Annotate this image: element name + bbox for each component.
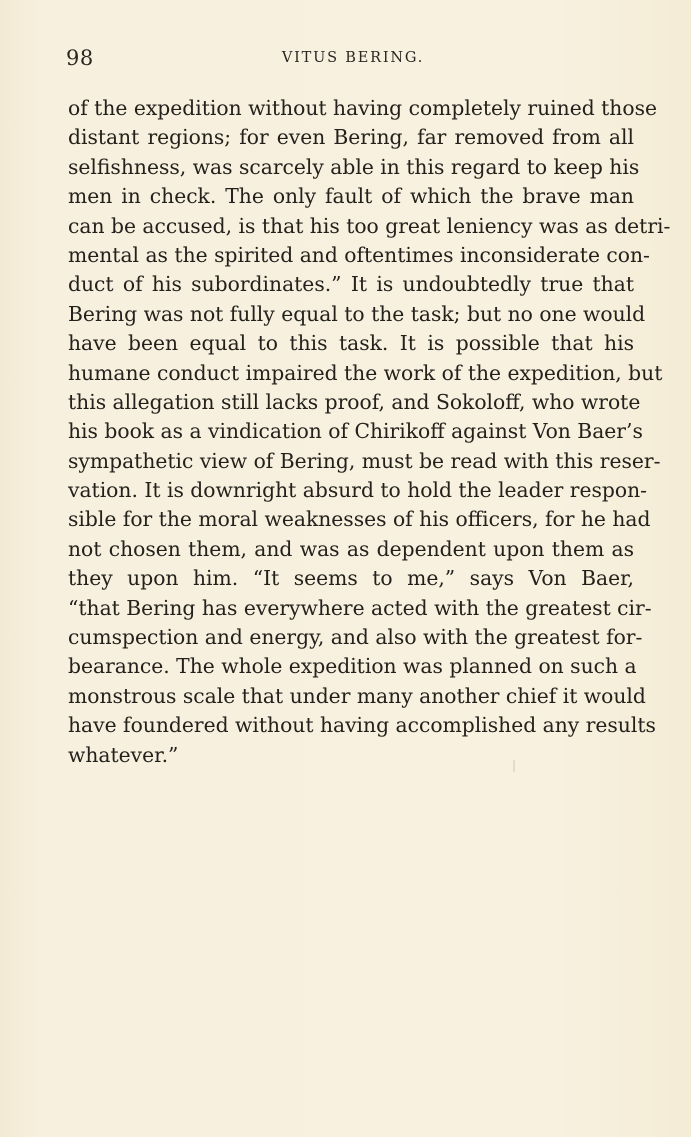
- text-line: this allegation still lacks proof, and Sokoloff, who wrote: [68, 389, 641, 414]
- text-line: they upon him. “It seems to me,” says Von Baer,: [68, 566, 634, 591]
- text-line: sympathetic view of Bering, must be read with this reser-: [68, 448, 661, 473]
- text-line: sible for the moral weaknesses of his officers, for he had: [68, 507, 651, 532]
- text-line: Bering was not fully equal to the task; but no one would: [68, 301, 646, 326]
- text-line: distant regions; for even Bering, far removed from all: [68, 125, 634, 150]
- text-line: can be accused, is that his too great leniency was as detri-: [68, 213, 671, 238]
- text-line: mental as the spirited and oftentimes inconsiderate con-: [68, 242, 650, 267]
- text-line: “that Bering has everywhere acted with the greatest cir-: [68, 595, 652, 620]
- text-line: humane conduct impaired the work of the expedition, but: [68, 360, 663, 385]
- page-header: [66, 46, 634, 76]
- text-line: bearance. The whole expedition was planned on such a: [68, 654, 637, 679]
- text-line: have foundered without having accomplished any results: [68, 713, 656, 738]
- body-paragraph: [68, 94, 671, 770]
- text-line: have been equal to this task. It is possible that his: [68, 331, 634, 356]
- text-line: vation. It is downright absurd to hold the leader respon-: [68, 478, 647, 503]
- text-line: men in check. The only fault of which the brave man: [68, 184, 634, 209]
- text-line: selfishness, was scarcely able in this regard to keep his: [68, 154, 640, 179]
- text-line: cumspection and energy, and also with the greatest for-: [68, 625, 643, 650]
- text-line: whatever.”: [68, 742, 179, 767]
- text-line: duct of his subordinates.” It is undoubtedly true that: [68, 272, 634, 297]
- page-number: 98: [66, 46, 94, 70]
- running-head: VITUS BERING.: [281, 50, 425, 66]
- text-line: of the expedition without having completely ruined those: [68, 96, 657, 120]
- text-line: not chosen them, and was as dependent upon them as: [68, 536, 634, 561]
- paper-speck: [513, 760, 515, 772]
- text-line: monstrous scale that under many another chief it would: [68, 683, 646, 708]
- text-line: his book as a vindication of Chirikoff against Von Baer’s: [68, 419, 643, 444]
